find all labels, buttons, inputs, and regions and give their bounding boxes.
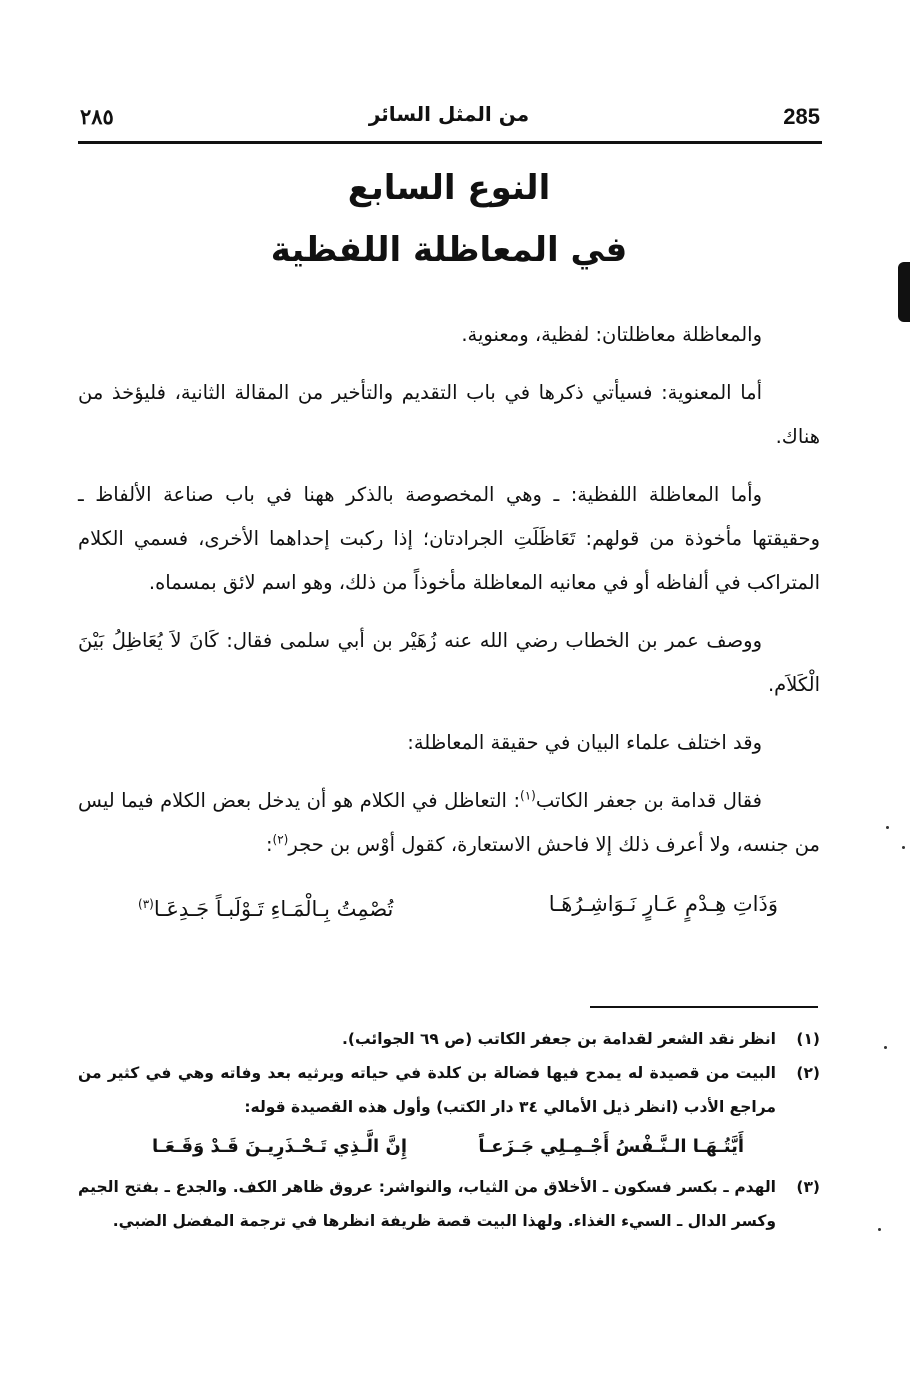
- main-text: [78, 313, 820, 932]
- scan-speck: [884, 1046, 887, 1049]
- scan-edge-mark: [898, 262, 910, 322]
- footnote-verse-second-hemistich: إِنَّ الَّـذِي تَـحْـذَرِيـنَ قَـدْ وَقَـعَـا: [152, 1136, 408, 1157]
- footnote-2-number: (٢): [796, 1064, 820, 1082]
- chapter-subtitle: في المعاظلة اللفظية: [270, 230, 628, 270]
- scan-speck: [902, 846, 905, 849]
- footnote-2-text: البيت من قصيدة له يمدح فيها فضالة بن كلدة في حياته ويرثيه بعد وفاته وهي في كثير من مراجع الأدب (انظر ذيل الأمالي ٣٤ دار الكتب) وأول هذه القصيدة قوله:: [78, 1064, 776, 1116]
- footnote-3-text: الهدم ـ بكسر فسكون ـ الأخلاق من الثياب، والنواشر: عروق ظاهر الكف. والجدع ـ بفتح الجيم وكسر الدال ـ السيء الغذاء. ولهذا البيت قصة ظريفة انظرها في ترجمة المفضل الضبي.: [78, 1178, 776, 1230]
- paragraph-6-part-b: : التعاظل في الكلام هو أن يدخل بعض الكلام فيما ليس من جنسه، ولا أعرف ذلك إلا فاحش الاستعارة، كقول أوْس بن حجر: [78, 789, 820, 856]
- chapter-title: النوع السابع: [347, 168, 551, 208]
- footnote-rule: [590, 1006, 818, 1008]
- page-header: [78, 98, 820, 140]
- footnote-1: [78, 1022, 820, 1056]
- paragraph-6-part-c: :: [265, 833, 273, 856]
- verse-second-hemistich-wrap: [138, 881, 393, 932]
- verse-first-hemistich: وَذَاتِ هِـدْمٍ عَـارٍ نَـوَاشِـرُهَـا: [548, 892, 778, 916]
- footnote-2-verse: [78, 1124, 820, 1170]
- header-rule: [78, 141, 822, 144]
- paragraph-6: [78, 779, 820, 867]
- footnote-ref-3: (٣): [138, 897, 154, 911]
- footnote-verse-first-hemistich: أَيَّتُـهَـا الـنَّـفْسُ أَجْـمِـلِي جَـزَعـاً: [478, 1136, 744, 1157]
- footnote-2: [78, 1056, 820, 1124]
- verse-second-hemistich: تُصْمِتُ بِـالْمَـاءِ تَـوْلَبـاً جَـدِعَـا: [153, 897, 394, 921]
- footnotes: [78, 1022, 820, 1238]
- paragraph-4: ووصف عمر بن الخطاب رضي الله عنه زُهَيْر بن أبي سلمى فقال: كَانَ لاَ يُعَاظِلُ بَيْنَ الْكَلاَم.: [78, 629, 820, 696]
- scan-speck: [878, 1228, 881, 1231]
- scan-speck: [886, 826, 889, 829]
- paragraph-2: أما المعنوية: فسيأتي ذكرها في باب التقديم والتأخير من المقالة الثانية، فليؤخذ من هناك.: [78, 381, 820, 448]
- footnote-1-number: (١): [796, 1030, 820, 1048]
- paragraph-1: والمعاظلة معاظلتان: لفظية، ومعنوية.: [461, 323, 762, 346]
- poem-verse: [78, 881, 820, 932]
- footnote-3-number: (٣): [796, 1178, 820, 1196]
- paragraph-3: وأما المعاظلة اللفظية: ـ وهي المخصوصة بالذكر ههنا في باب صناعة الألفاظ ـ وحقيقتها مأخوذة من قولهم: تَعَاظَلَتِ الجرادتان؛ إذا ركبت إحداهما الأخرى، فسمي الكلام المتراكب في ألفاظه أو في معانيه المعاظلة مأخوذاً من ذلك، وهو اسم لائق بمسماه.: [78, 483, 820, 594]
- footnote-1-text: انظر نقد الشعر لقدامة بن جعفر الكاتب (ص ٦٩ الجوائب).: [342, 1030, 776, 1048]
- footnote-ref-2: (٢): [272, 832, 289, 847]
- page-number-arabic: ٢٨٥: [80, 104, 114, 129]
- footnote-ref-1: (١): [520, 788, 536, 803]
- running-title: من المثل السائر: [368, 102, 530, 126]
- page-number: 285: [783, 104, 820, 129]
- footnote-3: [78, 1170, 820, 1238]
- paragraph-6-part-a: فقال قدامة بن جعفر الكاتب: [535, 789, 762, 812]
- paragraph-5: وقد اختلف علماء البيان في حقيقة المعاظلة:: [407, 731, 762, 754]
